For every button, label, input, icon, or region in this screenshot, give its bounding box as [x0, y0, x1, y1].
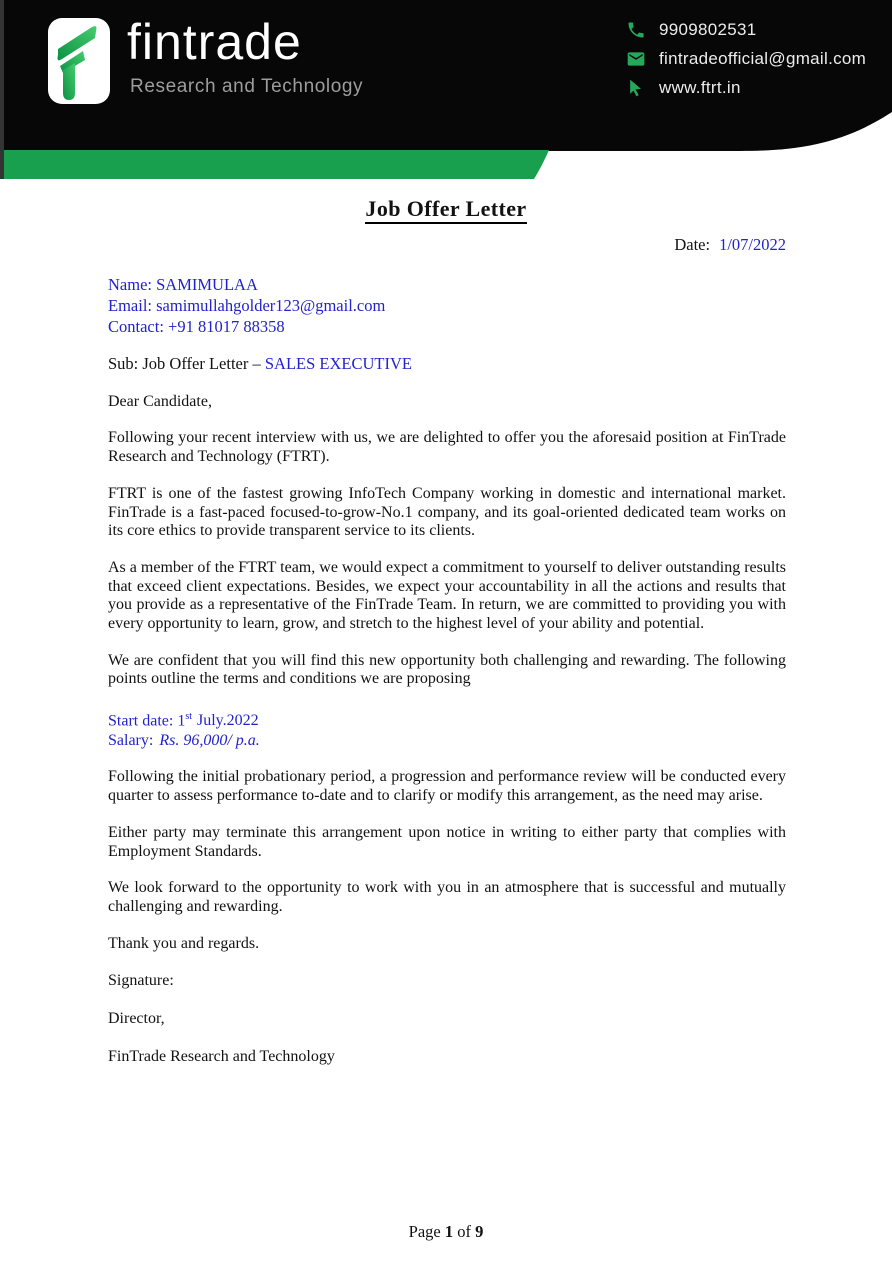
header-contact-block: [626, 20, 886, 107]
start-date-line: [108, 707, 786, 731]
candidate-contact-line: [108, 316, 892, 337]
contact-row-phone: [626, 20, 886, 40]
page-title: Job Offer Letter: [365, 196, 526, 224]
page-footer: [0, 1222, 892, 1242]
salary-value: Rs. 96,000/ p.a.: [159, 731, 260, 749]
candidate-email-line: [108, 295, 892, 316]
paragraph: We look forward to the opportunity to work with you in an atmosphere that is successful and mutually challenging and rewarding.: [108, 879, 786, 915]
paragraph: We are confident that you will find this new opportunity both challenging and rewarding. The following points outline the terms and conditions we are proposing: [108, 651, 786, 688]
subject-line: [108, 355, 786, 374]
phone-icon: [626, 20, 646, 40]
paragraph: FTRT is one of the fastest growing InfoTech Company working in domestic and international market. FinTrade is a fast-paced focused-to-grow-No.1 company, and its goal-oriented dedicated team works on its core ethics to provide transparent service to its clients.: [108, 484, 786, 540]
page-of-label: of: [453, 1222, 476, 1241]
paragraph: Either party may terminate this arrangement upon notice in writing to either party that complies with Employment Standards.: [108, 823, 786, 860]
phone-number: 9909802531: [659, 20, 757, 39]
subject-prefix: Sub: Job Offer Letter –: [108, 354, 265, 373]
signature-label: Signature:: [108, 972, 174, 990]
start-date-prefix: Start date: 1: [108, 712, 186, 730]
letterhead: [0, 0, 892, 180]
paragraph: Following your recent interview with us, we are delighted to offer you the aforesaid position at FinTrade Research and Technology (FTRT).: [108, 429, 786, 466]
thanks-line: Thank you and regards.: [108, 934, 260, 952]
date-row: [0, 235, 786, 255]
contact-value: +91 81017 88358: [168, 317, 285, 336]
contact-row-website: [626, 78, 886, 98]
salary-label: Salary:: [108, 731, 154, 749]
fintrade-logo-icon: [48, 18, 110, 104]
start-date-ordinal: st: [185, 711, 192, 723]
page-number: 1: [444, 1222, 454, 1241]
email-address: fintradeofficial@gmail.com: [659, 49, 867, 68]
letter-text: [108, 355, 786, 1067]
website-url: www.ftrt.in: [659, 78, 741, 97]
candidate-name-line: [108, 274, 892, 295]
date-value: 1/07/2022: [719, 235, 786, 254]
date-label: Date:: [674, 235, 711, 254]
title-row: [0, 196, 892, 222]
letter-body: [0, 180, 892, 1067]
page-label: Page: [408, 1222, 445, 1241]
page-total: 9: [475, 1222, 484, 1241]
contact-label: Contact:: [108, 317, 169, 336]
salutation: Dear Candidate,: [108, 392, 212, 410]
name-value: SAMIMULAA: [156, 275, 258, 294]
name-label: Name:: [108, 275, 157, 294]
paragraph: Following the initial probationary period, a progression and performance review will be conducted every quarter to assess performance to-date and to clarify or modify this arrangement, as the need may arise.: [108, 768, 786, 805]
start-date-rest: July.2022: [196, 712, 259, 730]
candidate-details: [108, 274, 892, 337]
company-line: FinTrade Research and Technology: [108, 1047, 335, 1065]
subject-position: SALES EXECUTIVE: [264, 354, 412, 373]
mail-icon: [626, 49, 646, 69]
director-line: Director,: [108, 1010, 165, 1028]
contact-row-email: [626, 49, 886, 69]
terms-block: [108, 707, 786, 750]
email-label: Email:: [108, 296, 157, 315]
salary-line: [108, 731, 786, 751]
paragraph: As a member of the FTRT team, we would expect a commitment to yourself to deliver outstanding results that exceed client expectations. Besides, we expect your accountability in all the actions and results that you provide as a representative of the FinTrade Team. In return, we are committed to providing you with every opportunity to learn, grow, and stretch to the highest level of your ability and potential.: [108, 558, 786, 633]
cursor-icon: [626, 78, 646, 98]
brand-tagline: Research and Technology: [130, 76, 364, 97]
email-value: samimullahgolder123@gmail.com: [156, 296, 386, 315]
brand-name: fintrade: [127, 14, 302, 70]
